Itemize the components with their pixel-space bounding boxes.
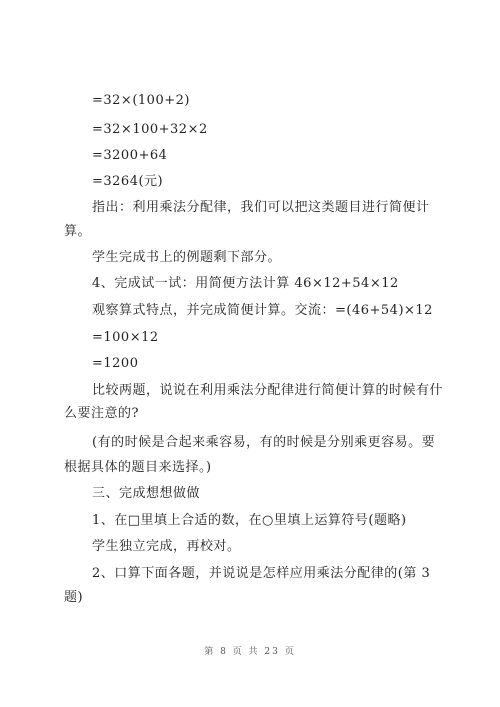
text-line: 1、在□里填上合适的数，在○里填上运算符号(题略)	[92, 513, 407, 528]
page-number-footer: 第 8 页 共 23 页	[204, 647, 296, 657]
text-line: 么要注意的?	[64, 406, 139, 421]
text-line: =3200+64	[92, 148, 168, 163]
text-line: 三、完成想想做做	[92, 486, 201, 501]
text-line: 根据具体的题目来选择。)	[64, 460, 212, 475]
text-line: 观察算式特点，并完成简便计算。交流：=(46+54)×12	[92, 303, 433, 318]
text-line: 比较两题，说说在利用乘法分配律进行简便计算的时候有什	[92, 383, 444, 398]
text-line: =32×(100+2)	[92, 93, 190, 108]
text-line: (有的时候是合起来乘容易，有的时候是分别乘更容易。要	[92, 435, 436, 450]
text-line: 算。	[64, 224, 92, 239]
text-line: 学生独立完成，再校对。	[92, 539, 241, 554]
text-line: =100×12	[92, 330, 159, 345]
text-line: 指出：利用乘法分配律，我们可以把这类题目进行简便计	[92, 200, 430, 215]
text-line: 学生完成书上的例题剩下部分。	[92, 250, 282, 265]
text-line: 4、完成试一试：用简便方法计算 46×12+54×12	[92, 276, 399, 291]
text-line: 题)	[64, 590, 84, 605]
text-line: 2、口算下面各题，并说说是怎样应用乘法分配律的(第 3	[92, 566, 431, 581]
text-line: =1200	[92, 356, 139, 371]
text-line: =3264(元)	[92, 174, 164, 189]
text-line: =32×100+32×2	[92, 122, 208, 137]
